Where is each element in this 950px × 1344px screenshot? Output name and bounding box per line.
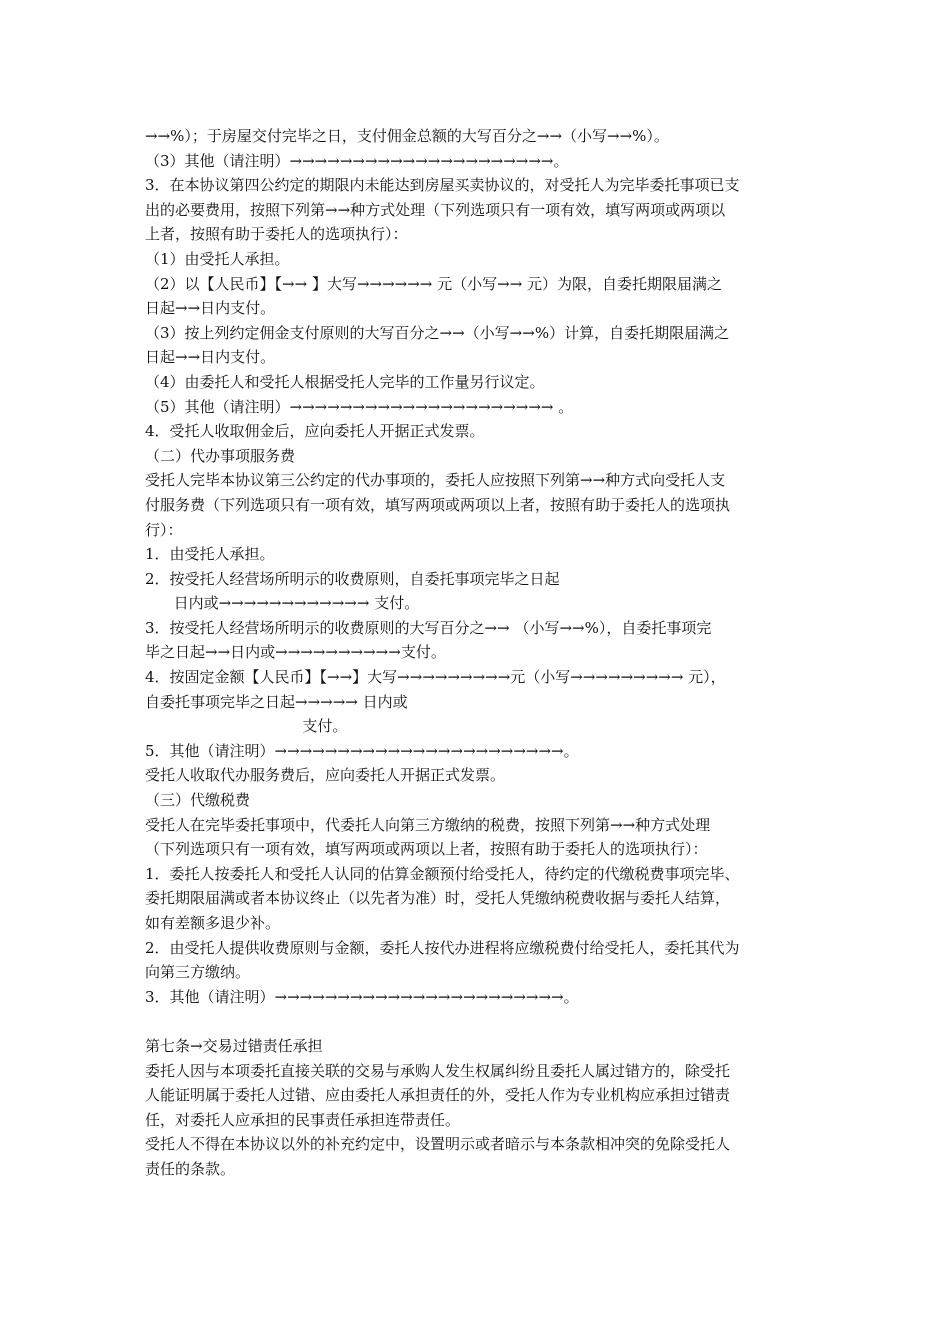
text-line: （2）以【人民币】【→→ 】大写→→→→→→ 元（小写→→ 元）为限，自委托期限届满之 bbox=[145, 274, 723, 293]
text-line: 向第三方缴纳。 bbox=[145, 963, 251, 982]
text-line: 责任的条款。 bbox=[145, 1159, 236, 1178]
text-line: 委托期限届满或者本协议终止（以先者为准）时，受托人凭缴纳税费收据与委托人结算， bbox=[145, 889, 731, 908]
text-line: 出的必要费用，按照下列第→→种方式处理（下列选项只有一项有效，填写两项或两项以 bbox=[145, 200, 726, 219]
text-line: 3．在本协议第四公约定的期限内未能达到房屋买卖协议的，对受托人为完毕委托事项已支 bbox=[145, 176, 740, 195]
text-line: 日内或→→→→→→→→→→→→ 支付。 bbox=[145, 594, 420, 613]
text-line: 受托人收取代办服务费后，应向委托人开据正式发票。 bbox=[145, 766, 506, 785]
text-line: 5．其他（请注明）→→→→→→→→→→→→→→→→→→→→→→→。 bbox=[145, 741, 579, 760]
text-line: 日起→→日内支付。 bbox=[145, 348, 276, 367]
text-line: 人能证明属于委托人过错、应由委托人承担责任的外，受托人作为专业机构应承担过错责 bbox=[145, 1086, 731, 1105]
text-line: 受托人完毕本协议第三公约定的代办事项的，委托人应按照下列第→→种方式向受托人支 bbox=[145, 471, 726, 490]
section-heading: （二）代办事项服务费 bbox=[145, 446, 296, 465]
section-heading: （三）代缴税费 bbox=[145, 791, 251, 810]
text-line: 1．委托人按委托人和受托人认同的估算金额预付给受托人，待约定的代缴税费事项完毕、 bbox=[145, 864, 740, 883]
text-line: 4．按固定金额【人民币】【→→】大写→→→→→→→→→元（小写→→→→→→→→→ 元）， bbox=[145, 668, 726, 687]
text-line: 自委托事项完毕之日起→→→→→ 日内或 bbox=[145, 692, 408, 711]
text-line: 2．由受托人提供收费原则与金额，委托人按代办进程将应缴税费付给受托人，委托其代为 bbox=[145, 938, 740, 957]
text-line: （5）其他（请注明）→→→→→→→→→→→→→→→→→→→→→ 。 bbox=[145, 397, 574, 416]
text-line: 任，对委托人应承担的民事责任承担连带责任。 bbox=[145, 1110, 461, 1129]
text-line: 毕之日起→→日内或→→→→→→→→→→支付。 bbox=[145, 643, 446, 662]
text-line: 4．受托人收取佣金后，应向委托人开据正式发票。 bbox=[145, 422, 485, 441]
text-line: 3．其他（请注明）→→→→→→→→→→→→→→→→→→→→→→→。 bbox=[145, 987, 579, 1006]
text-line: （4）由委托人和受托人根据受托人完毕的工作量另行议定。 bbox=[145, 372, 545, 391]
text-line: 支付。 bbox=[145, 717, 348, 736]
text-line: 受托人不得在本协议以外的补充约定中，设置明示或者暗示与本条款相冲突的免除受托人 bbox=[145, 1135, 731, 1154]
text-line: 日起→→日内支付。 bbox=[145, 299, 276, 318]
document-body bbox=[145, 124, 817, 1182]
text-line: 行）： bbox=[145, 520, 183, 539]
text-line: 委托人因与本项委托直接关联的交易与承购人发生权属纠纷且委托人属过错方的，除受托 bbox=[145, 1061, 731, 1080]
text-line: 3．按受托人经营场所明示的收费原则的大写百分之→→ （小写→→%），自委托事项完 bbox=[145, 618, 712, 637]
text-line: 如有差额多退少补。 bbox=[145, 914, 281, 932]
text-line: （3）按上列约定佣金支付原则的大写百分之→→（小写→→%）计算，自委托期限届满之 bbox=[145, 323, 730, 342]
text-line: →→%）；于房屋交付完毕之日，支付佣金总额的大写百分之→→（小写→→%）。 bbox=[145, 127, 669, 145]
text-line: 2．按受托人经营场所明示的收费原则，自委托事项完毕之日起 bbox=[145, 569, 560, 588]
text-line: 上者，按照有助于委托人的选项执行）： bbox=[145, 225, 408, 244]
text-line: （3）其他（请注明）→→→→→→→→→→→→→→→→→→→→→。 bbox=[145, 151, 569, 170]
blank-line bbox=[145, 1009, 817, 1034]
text-line: 1．由受托人承担。 bbox=[145, 545, 275, 564]
article-heading: 第七条→交易过错责任承担 bbox=[145, 1036, 323, 1055]
text-line: （下列选项只有一项有效，填写两项或两项以上者，按照有助于委托人的选项执行）： bbox=[145, 840, 708, 859]
text-line: 受托人在完毕委托事项中，代委托人向第三方缴纳的税费，按照下列第→→种方式处理 bbox=[145, 815, 711, 834]
text-line: （1）由受托人承担。 bbox=[145, 249, 290, 268]
text-line: 付服务费（下列选项只有一项有效，填写两项或两项以上者，按照有助于委托人的选项执 bbox=[145, 495, 731, 514]
